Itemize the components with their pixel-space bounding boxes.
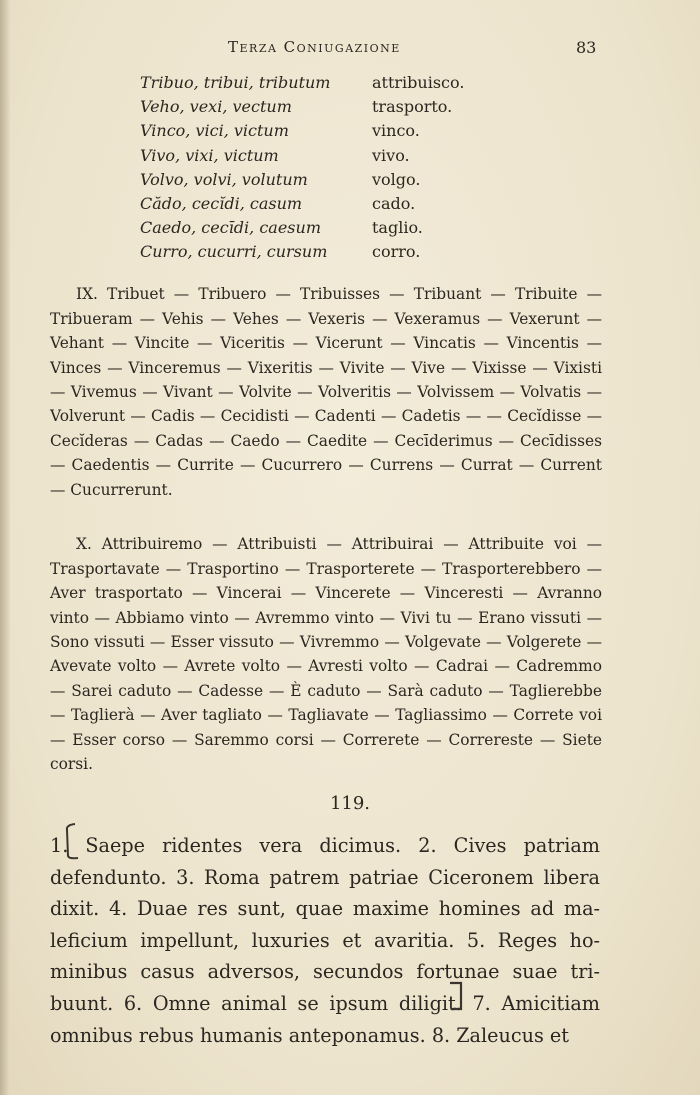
page-number: 83 (576, 38, 597, 57)
verb-row (140, 144, 500, 168)
verb-row (140, 240, 500, 264)
verb-row (140, 71, 500, 95)
verb-italian: trasporto. (372, 97, 453, 117)
verb-italian: vivo. (372, 145, 410, 165)
verb-latin: Caedo, cecīdi, caesum (140, 218, 321, 238)
verb-list (140, 71, 500, 265)
exercise-text: 1. Saepe ridentes vera dicimus. 2. Cives patriam defendunto. 3. Roma patrem patriae Ciceronem libera dixit. 4. Duae res sunt, quae maxime homines ad maleficium impellunt, luxuries et avaritia. 5. Reges hominibus casus adversos, secundos fortunae suae tribuunt. 6. Omne animal se ipsum diligit. 7. Amicitiam omnibus rebus humanis anteponamus. 8. Zaleucus et (50, 834, 600, 1047)
verb-row (140, 216, 500, 240)
exercise-number: 119. (329, 793, 371, 814)
verb-latin: Curro, cucurri, cursum (140, 242, 328, 262)
verb-latin: Tribuo, tribui, tributum (140, 73, 331, 92)
exercise-x-paragraph: X. Attribuiremo — Attribuisti — Attribuirai — Attribuite voi — Trasportavate — Trasportino — Trasporterete — Trasporterebbero — Aver trasportato — Vincerai — Vincerete — Vinceresti — Avranno vinto — Abbiamo vinto — Avremmo vinto — Vivi tu — Erano vissuti — Sono vissuti — Esser vissuto — Vivremmo — Volgevate — Volgerete — Avevate volto — Avrete volto — Avresti volto — Cadrai — Cadremmo — Sarei caduto — Cadesse — È caduto — Sarà caduto — Taglierebbe — Taglierà — Aver tagliato — Tagliavate — Tagliassimo — Correte voi — Esser corso — Saremmo corsi — Correrete — Correreste — Siete corsi. (50, 535, 602, 774)
verb-italian: attribuisco. (372, 73, 465, 92)
verb-latin: Vinco, vici, victum (140, 121, 289, 141)
exercise-ix-paragraph: IX. Tribuet — Tribuero — Tribuisses — Tribuant — Tribuite — Tribueram — Vehis — Vehes — Vexeris — Vexeramus — Vexerunt — Vehant — Vincite — Viceritis — Vicerunt — Vincatis — Vincentis — Vinces — Vinceremus — Vixeritis — Vivite — Vive — Vixisse — Vixisti — Vivemus — Vivant — Volvite — Volveritis — Volvissem — Volvatis — Volverunt — Cadis — Cecidisti — Cadenti — Cadetis — — Cecĭdisse — Cecĭderas — Cadas — Caedo — Caedite — Cecīderimus — Cecīdisses — Caedentis — Currite — Cucurrero — Currens — Currat — Current — Cucurrerunt. (50, 285, 602, 499)
verb-latin: Cădo, cecĭdi, casum (140, 193, 303, 213)
verb-latin: Vivo, vixi, victum (140, 145, 279, 165)
running-head: Terza Coniugazione (228, 38, 401, 56)
verb-row (140, 95, 500, 119)
verb-italian: taglio. (372, 218, 423, 238)
verb-italian: corro. (372, 242, 421, 262)
verb-row (140, 192, 500, 216)
page-spine-shadow (0, 0, 10, 1095)
verb-latin: Veho, vexi, vectum (140, 97, 292, 117)
verb-italian: vinco. (372, 121, 420, 141)
verb-latin: Volvo, volvi, volutum (140, 169, 308, 189)
verb-row (140, 168, 500, 192)
page-header (0, 38, 700, 62)
verb-italian: volgo. (372, 169, 421, 189)
pencil-bracket-right-icon (446, 980, 468, 1012)
verb-row (140, 119, 500, 143)
verb-italian: cado. (372, 193, 416, 213)
